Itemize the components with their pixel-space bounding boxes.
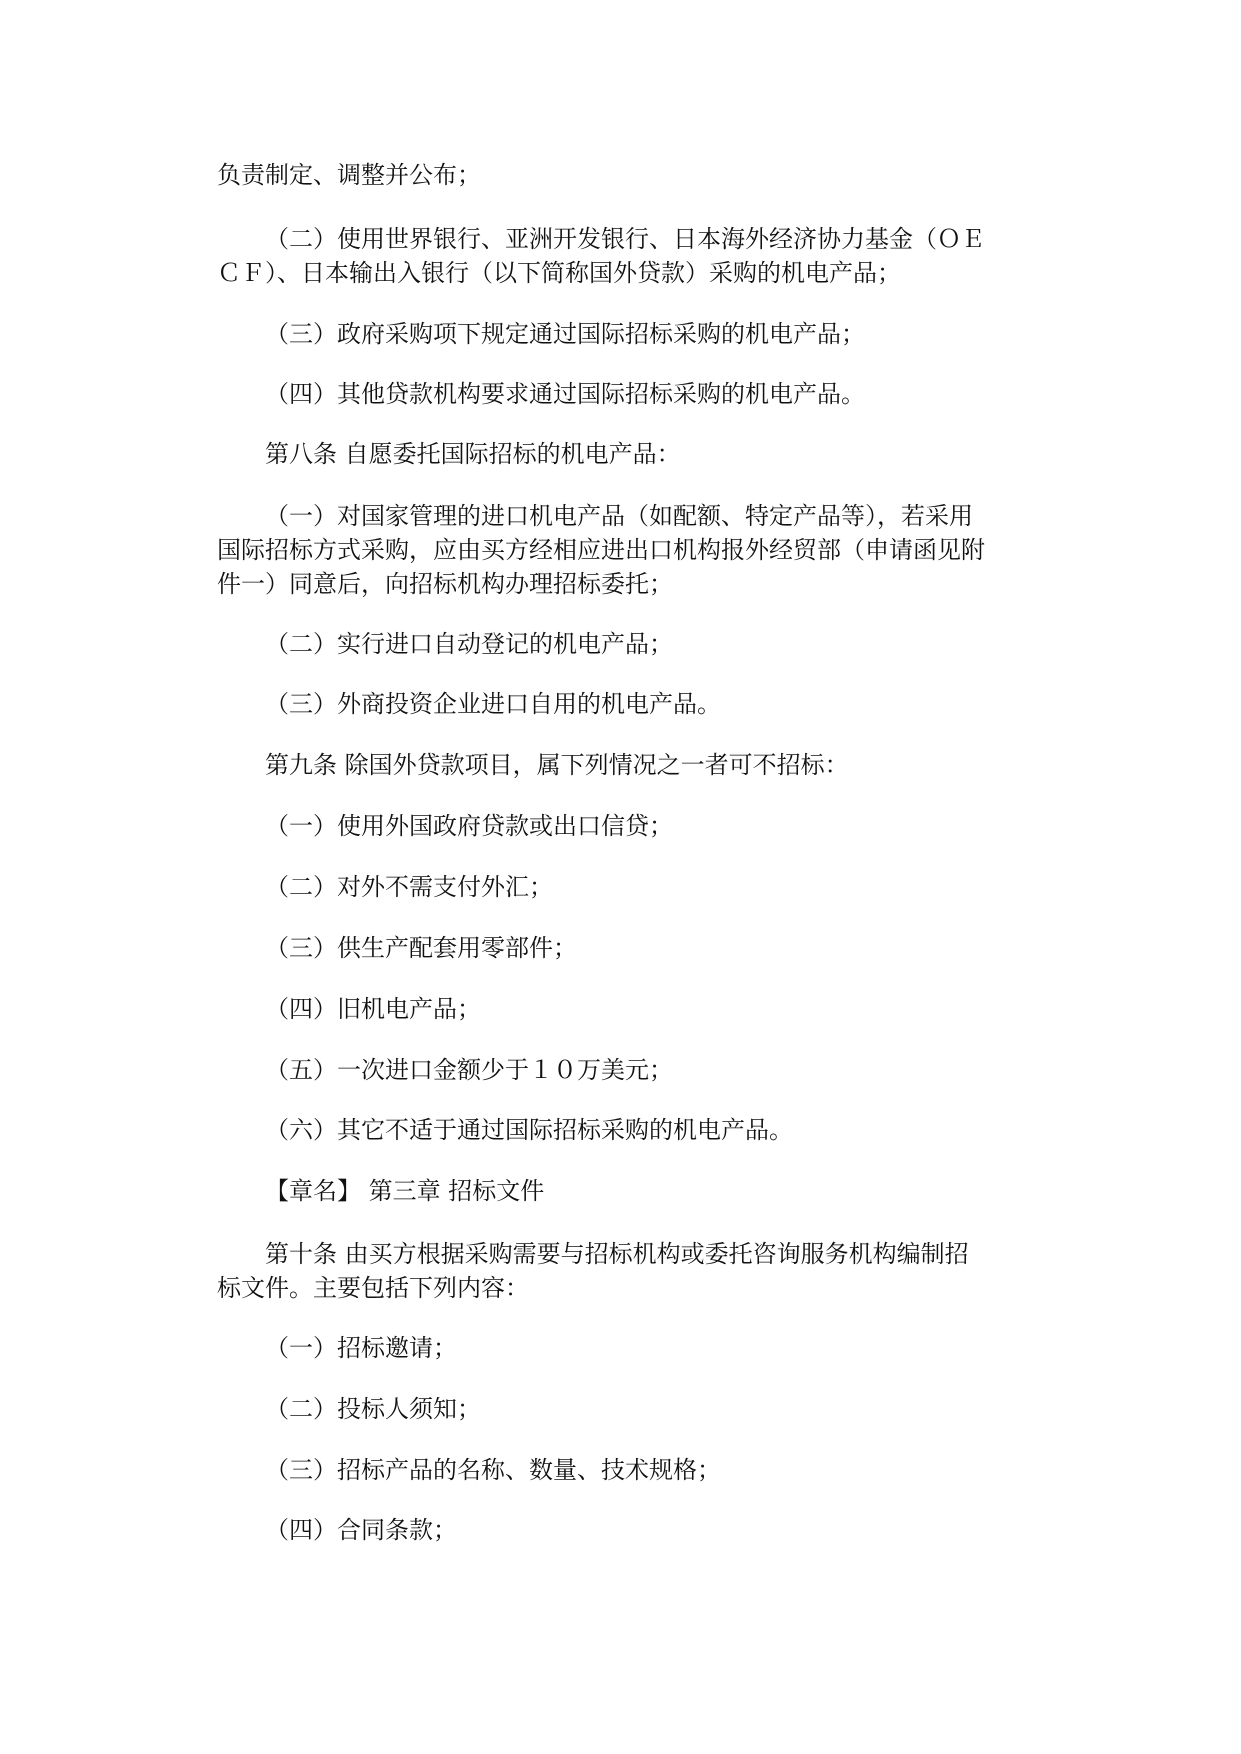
paragraph-line: 第十条 由买方根据采购需要与招标机构或委托咨询服务机构编制招	[265, 1240, 969, 1268]
paragraph-line: （四）合同条款；	[265, 1516, 457, 1544]
article-10-item-3	[265, 1453, 1065, 1487]
article-8-item-3	[265, 687, 1065, 721]
paragraph-item-3-government	[265, 317, 1065, 351]
paragraph-line: 件一）同意后，向招标机构办理招标委托；	[217, 570, 673, 598]
article-9-item-1	[265, 809, 1065, 843]
paragraph-line: （二）投标人须知；	[265, 1395, 481, 1423]
chapter-heading	[265, 1174, 1065, 1208]
paragraph-item-2-loans	[217, 222, 1065, 290]
paragraph-line: （三）供生产配套用零部件；	[265, 934, 577, 962]
article-8-item-2	[265, 627, 1065, 661]
paragraph-line: （二）实行进口自动登记的机电产品；	[265, 630, 673, 658]
paragraph-line: 负责制定、调整并公布；	[217, 161, 481, 189]
paragraph-line: 国际招标方式采购，应由买方经相应进出口机构报外经贸部（申请函见附	[217, 536, 985, 564]
paragraph-line: （一）使用外国政府贷款或出口信贷；	[265, 812, 673, 840]
paragraph-line: （一）对国家管理的进口机电产品（如配额、特定产品等），若采用	[265, 502, 973, 530]
article-9-item-4	[265, 992, 1065, 1026]
paragraph-item-4-other-loans	[265, 377, 1065, 411]
article-9-item-6	[265, 1113, 1065, 1147]
article-9-item-5	[265, 1053, 1065, 1087]
paragraph-line: （六）其它不适于通过国际招标采购的机电产品。	[265, 1116, 793, 1144]
article-10-item-4	[265, 1513, 1065, 1547]
paragraph-line: 第九条 除国外贷款项目，属下列情况之一者可不招标：	[265, 751, 849, 779]
article-8-heading	[265, 437, 1065, 471]
paragraph-line: （三）招标产品的名称、数量、技术规格；	[265, 1456, 721, 1484]
paragraph-line: （一）招标邀请；	[265, 1334, 457, 1362]
paragraph-line: 【章名】 第三章 招标文件	[265, 1177, 545, 1205]
paragraph-line: 第八条 自愿委托国际招标的机电产品：	[265, 440, 681, 468]
article-10-heading	[217, 1237, 1065, 1305]
paragraph-line: （二）使用世界银行、亚洲开发银行、日本海外经济协力基金（ＯＥ	[265, 225, 985, 253]
paragraph-line: （五）一次进口金额少于１０万美元；	[265, 1056, 673, 1084]
paragraph-line: ＣＦ）、日本输出入银行（以下简称国外贷款）采购的机电产品；	[217, 259, 901, 287]
article-9-item-2	[265, 870, 1065, 904]
article-9-item-3	[265, 931, 1065, 965]
paragraph-line: （三）外商投资企业进口自用的机电产品。	[265, 690, 721, 718]
paragraph-line: （四）旧机电产品；	[265, 995, 481, 1023]
paragraph-line: （四）其他贷款机构要求通过国际招标采购的机电产品。	[265, 380, 865, 408]
paragraph-line: （二）对外不需支付外汇；	[265, 873, 553, 901]
paragraph-line: 标文件。主要包括下列内容：	[217, 1274, 529, 1302]
paragraph-continuation	[217, 158, 1017, 192]
article-10-item-1	[265, 1331, 1065, 1365]
article-8-item-1	[217, 499, 1065, 601]
article-9-heading	[265, 748, 1065, 782]
paragraph-line: （三）政府采购项下规定通过国际招标采购的机电产品；	[265, 320, 865, 348]
article-10-item-2	[265, 1392, 1065, 1426]
